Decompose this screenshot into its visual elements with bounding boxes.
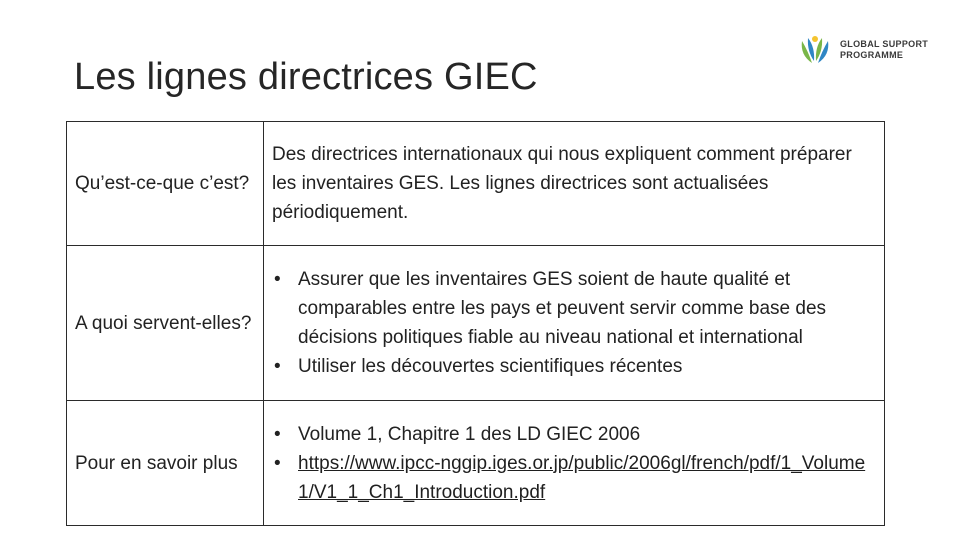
- table-row: [67, 246, 885, 401]
- bullet-item-link: [272, 449, 876, 507]
- table-row: [67, 122, 885, 246]
- logo-line-1: GLOBAL SUPPORT: [840, 39, 929, 49]
- slide-title: Les lignes directrices GIEC: [74, 56, 538, 98]
- row-label: Pour en savoir plus: [67, 401, 264, 526]
- row-label: A quoi servent-elles?: [67, 246, 264, 401]
- global-support-programme-logo: [798, 30, 938, 70]
- row-content: [264, 401, 885, 526]
- row-content: [264, 246, 885, 401]
- bullet-item: • Volume 1, Chapitre 1 des LD GIEC 2006: [272, 420, 876, 449]
- row-content: Des directrices internationaux qui nous expliquent comment préparer les inventaires GES. Les lignes directrices sont actualisées périodiquement.: [264, 122, 885, 246]
- bullet-list: [272, 420, 876, 507]
- row-label: Qu’est-ce-que c’est?: [67, 122, 264, 246]
- logo-wordmark: [840, 39, 928, 61]
- logo-line-2: PROGRAMME: [840, 50, 904, 60]
- bullet-item: • Assurer que les inventaires GES soient de haute qualité et comparables entre les pays et peuvent servir comme base des décisions politiques fiable au niveau national et international: [272, 265, 876, 352]
- bullet-list: [272, 265, 876, 381]
- table-row: [67, 401, 885, 526]
- ipcc-guidelines-link[interactable]: https://www.ipcc-nggip.iges.or.jp/public/2006gl/french/pdf/1_Volume1/V1_1_Ch1_Introduction.pdf: [298, 452, 866, 503]
- gsp-leaf-logo-icon: [798, 33, 832, 67]
- guidelines-table: [66, 121, 885, 526]
- bullet-item: • Utiliser les découvertes scientifiques récentes: [272, 352, 876, 381]
